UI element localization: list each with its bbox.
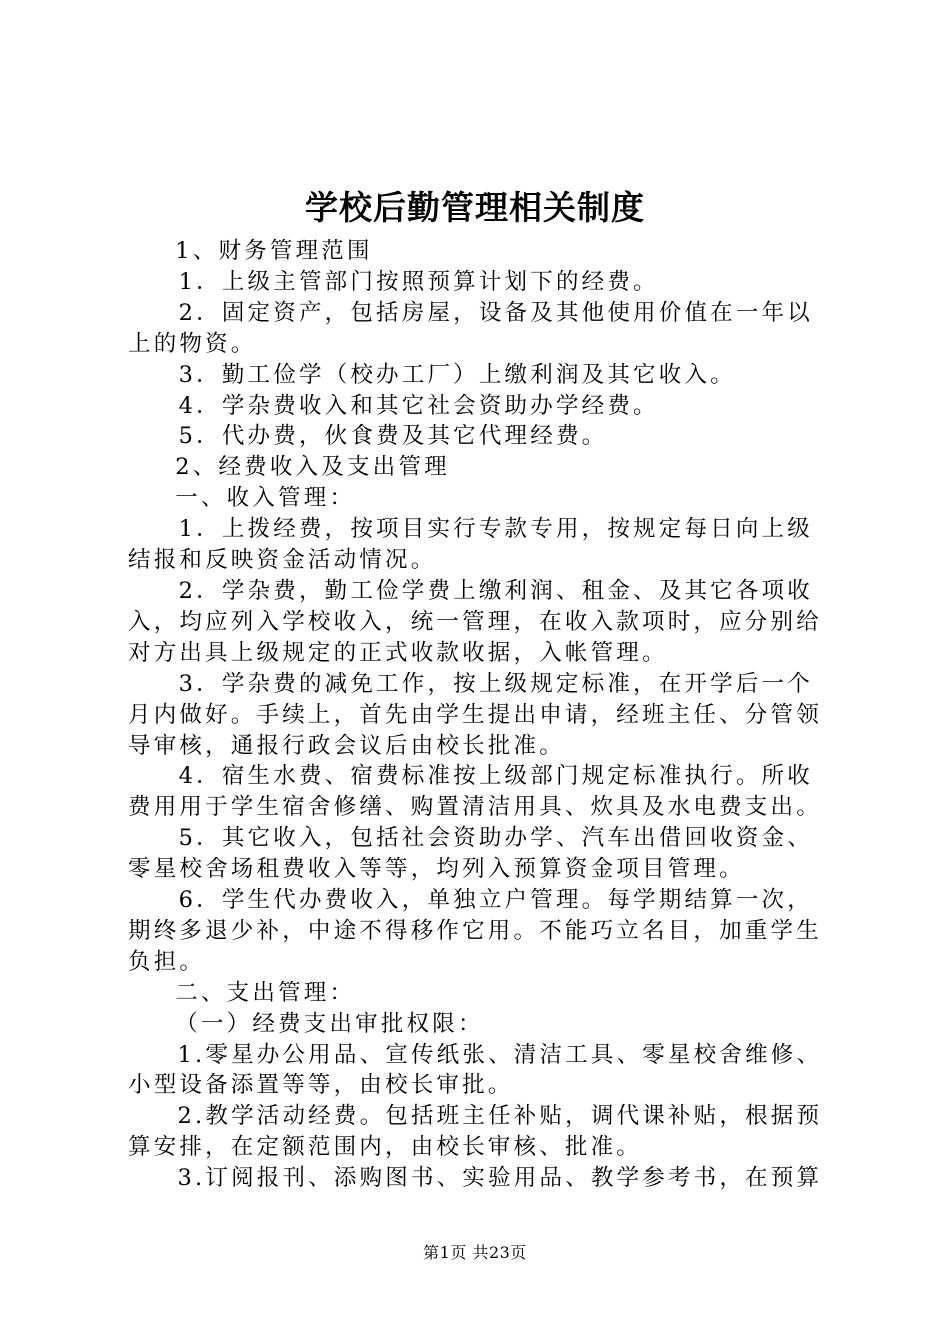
body-paragraph: 6．学生代办费收入，单独立户管理。每学期结算一次，期终多退少补，中途不得移作它用。不能巧立名目，加重学生负担。 (128, 887, 822, 975)
body-paragraph: 3.订阅报刊、添购图书、实验用品、教学参考书，在预算 (177, 1165, 823, 1192)
body-paragraph: 3．学杂费的减免工作，按上级规定标准，在开学后一个月内做好。手续上，首先由学生提出申请，经班主任、分管领导审核，通报行政会议后由校长批准。 (128, 670, 822, 759)
page-footer: 第1页 共23页 (423, 1243, 527, 1262)
body-paragraph: 4．宿生水费、宿费标准按上级部门规定标准执行。所收费用用于学生宿舍修缮、购置清洁用具、炊具及水电费支出。 (128, 763, 822, 821)
body-paragraph: 1、财务管理范围 (175, 238, 373, 264)
document-title: 学校后勤管理相关制度 (305, 188, 645, 227)
body-paragraph: 1．上级主管部门按照预算计划下的经费。 (178, 268, 659, 295)
document-body (128, 236, 833, 1194)
body-paragraph: 2.教学活动经费。包括班主任补贴，调代课补贴，根据预算安排，在定额范围内，由校长审核、批准。 (128, 1103, 823, 1161)
body-paragraph: 一、收入管理： (175, 485, 356, 512)
body-paragraph: 1.零星办公用品、宣传纸张、清洁工具、零星校舍维修、小型设备添置等等，由校长审批。 (128, 1041, 823, 1099)
body-paragraph: 4．学杂费收入和其它社会资助办学经费。 (178, 392, 659, 419)
body-paragraph: 2．固定资产，包括房屋，设备及其他使用价值在一年以上的物资。 (128, 299, 813, 357)
body-paragraph: 5．其它收入，包括社会资助办学、汽车出借回收资金、零星校舍场租费收入等等，均列入预算资金项目管理。 (128, 825, 813, 883)
body-paragraph: （一）经费支出审批权限： (175, 1010, 484, 1037)
body-paragraph: 二、支出管理： (175, 979, 356, 1006)
body-paragraph: 2．学杂费，勤工俭学费上缴利润、租金、及其它各项收入，均应列入学校收入，统一管理，在收入款项时，应分别给对方出具上级规定的正式收款收据，入帐管理。 (128, 577, 822, 666)
body-paragraph: 2、经费收入及支出管理 (175, 454, 450, 481)
body-paragraph: 1．上拨经费，按项目实行专款专用，按规定每日向上级结报和反映资金活动情况。 (128, 516, 813, 574)
body-paragraph: 3．勤工俭学（校办工厂）上缴利润及其它收入。 (178, 361, 736, 388)
body-paragraph: 5．代办费，伙食费及其它代理经费。 (178, 423, 608, 450)
